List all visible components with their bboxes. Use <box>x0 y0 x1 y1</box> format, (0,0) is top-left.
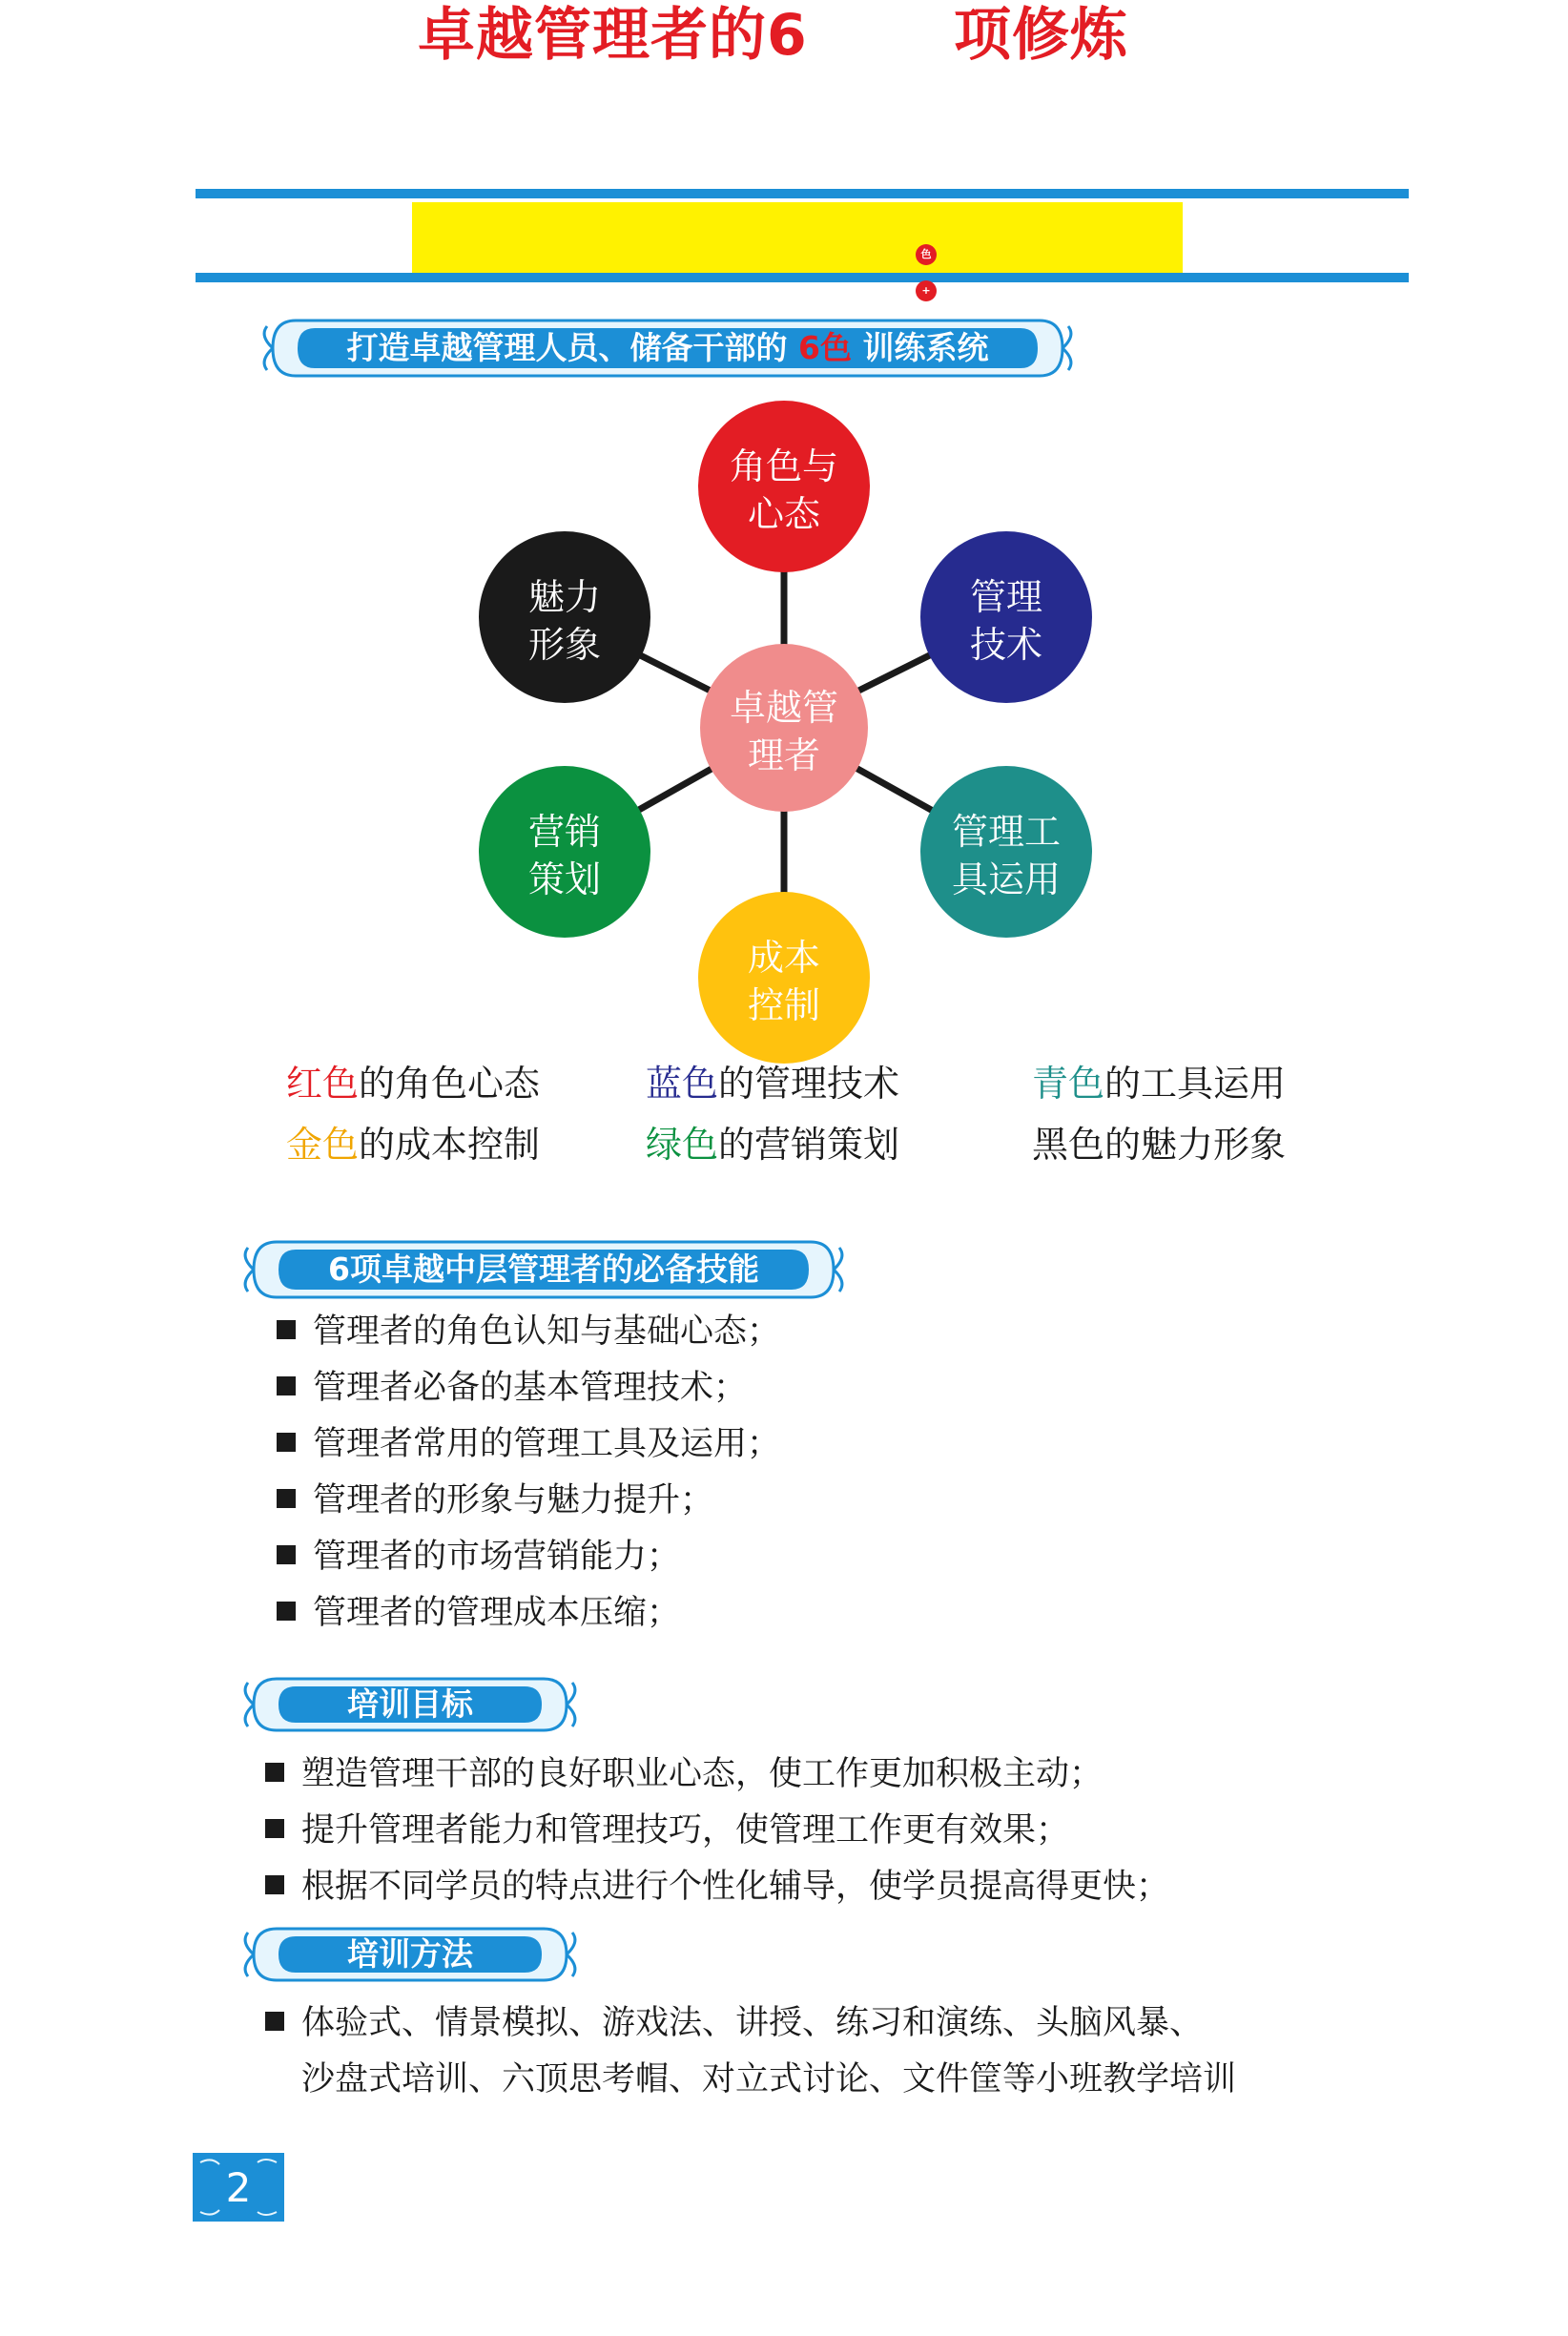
legend-text: 的工具运用 <box>1104 1063 1287 1105</box>
legend-text: 的成本控制 <box>359 1124 541 1166</box>
list-item <box>277 1423 780 1465</box>
system-banner-highlight: 6色 <box>798 329 852 366</box>
skills-banner <box>238 1238 849 1301</box>
list-item <box>265 2002 1203 2044</box>
list-item-text: 沙盘式培训、六顶思考帽、对立式讨论、文件筐等小班教学培训 <box>301 2060 1237 2098</box>
diagram-node-2 <box>920 531 1092 703</box>
six-color-diagram <box>0 0 1568 1087</box>
title-badge-top: 色 <box>916 244 937 265</box>
list-item-text: 体验式、情景模拟、游戏法、讲授、练习和演练、头脑风暴、 <box>301 2004 1204 2042</box>
diagram-node-6 <box>479 531 650 703</box>
goals-heading: 培训目标 <box>347 1685 473 1723</box>
title-badge-bottom: + <box>916 280 937 301</box>
legend-text: 的魅力形象 <box>1104 1124 1287 1166</box>
system-banner-prefix: 打造卓越管理人员、储备干部的 <box>346 329 788 366</box>
list-item <box>265 1866 1169 1908</box>
diagram-node-3-label-line2: 具运用 <box>951 858 1062 900</box>
legend-key: 红色 <box>286 1063 360 1105</box>
goals-banner <box>238 1675 582 1734</box>
diagram-center-node <box>700 644 868 812</box>
bullet-square-icon <box>277 1545 296 1564</box>
list-item-text: 管理者的市场营销能力； <box>313 1538 681 1576</box>
diagram-node-1 <box>698 401 870 572</box>
diagram-node-6-label-line1: 魅力 <box>527 576 602 618</box>
legend-item <box>286 1123 540 1167</box>
page-number: 2 <box>225 2164 252 2211</box>
diagram-node-2-label-line1: 管理 <box>969 576 1043 618</box>
list-item-text: 管理者的形象与魅力提升； <box>313 1481 714 1519</box>
diagram-node-5-label-line2: 策划 <box>527 858 602 900</box>
page-title: 卓越管理者的6 <box>418 2 808 69</box>
diagram-node-4-label-line1: 成本 <box>747 937 821 979</box>
diagram-node-6-label-line2: 形象 <box>527 624 602 666</box>
diagram-node-1-label-line2: 心态 <box>747 493 821 535</box>
system-banner-suffix: 训练系统 <box>862 329 989 366</box>
bullet-square-icon <box>277 1320 296 1339</box>
page-title-suffix: 项修炼 <box>954 2 1128 69</box>
list-item <box>277 1592 680 1634</box>
legend-item <box>286 1062 540 1106</box>
legend-key: 金色 <box>286 1124 360 1166</box>
list-item <box>265 1753 1103 1795</box>
diagram-center-node-label-line2: 理者 <box>747 734 821 776</box>
bullet-square-icon <box>277 1433 296 1452</box>
list-item <box>277 1311 780 1353</box>
diagram-node-5-label-line1: 营销 <box>527 811 602 853</box>
legend-item <box>646 1062 899 1106</box>
diagram-node-4-label-line2: 控制 <box>747 984 821 1026</box>
list-item-text: 根据不同学员的特点进行个性化辅导，使学员提高得更快； <box>301 1868 1170 1906</box>
bullet-square-icon <box>265 1819 284 1838</box>
legend-item <box>646 1123 899 1167</box>
legend-key: 蓝色 <box>646 1063 719 1105</box>
list-item <box>277 1367 747 1409</box>
list-item <box>265 1809 1069 1851</box>
list-item-text: 管理者的角色认知与基础心态； <box>313 1313 781 1351</box>
diagram-center-node-label-line1: 卓越管 <box>729 687 839 729</box>
list-item-continuation <box>301 2058 1236 2100</box>
diagram-node-2-label-line2: 技术 <box>969 624 1043 666</box>
bullet-square-icon <box>265 1763 284 1782</box>
list-item <box>277 1536 680 1578</box>
list-item-text: 塑造管理干部的良好职业心态，使工作更加积极主动； <box>301 1755 1104 1793</box>
list-item-text: 提升管理者能力和管理技巧，使管理工作更有效果； <box>301 1811 1070 1850</box>
list-item-text: 管理者的管理成本压缩； <box>313 1594 681 1632</box>
legend-key: 绿色 <box>646 1124 719 1166</box>
legend-text: 的管理技术 <box>718 1063 900 1105</box>
skills-heading: 6项卓越中层管理者的必备技能 <box>328 1251 759 1288</box>
diagram-node-4 <box>698 892 870 1064</box>
diagram-node-3 <box>920 766 1092 938</box>
diagram-node-1-label-line1: 角色与 <box>729 445 839 487</box>
page-number-box <box>193 2153 284 2222</box>
legend-item <box>1032 1123 1286 1167</box>
legend-key: 青色 <box>1032 1063 1105 1105</box>
list-item-text: 管理者常用的管理工具及运用； <box>313 1425 781 1463</box>
bullet-square-icon <box>265 1875 284 1894</box>
diagram-node-3-label-line1: 管理工 <box>951 811 1062 853</box>
legend-item <box>1032 1062 1286 1106</box>
bullet-square-icon <box>265 2012 284 2031</box>
bullet-square-icon <box>277 1602 296 1621</box>
list-item <box>277 1479 713 1521</box>
methods-heading: 培训方法 <box>347 1935 473 1973</box>
diagram-node-5 <box>479 766 650 938</box>
methods-banner <box>238 1925 582 1984</box>
bullet-square-icon <box>277 1376 296 1395</box>
bullet-square-icon <box>277 1489 296 1508</box>
legend-key: 黑色 <box>1032 1124 1105 1166</box>
legend-text: 的角色心态 <box>359 1063 541 1105</box>
legend-text: 的营销策划 <box>718 1124 900 1166</box>
list-item-text: 管理者必备的基本管理技术； <box>313 1369 748 1407</box>
